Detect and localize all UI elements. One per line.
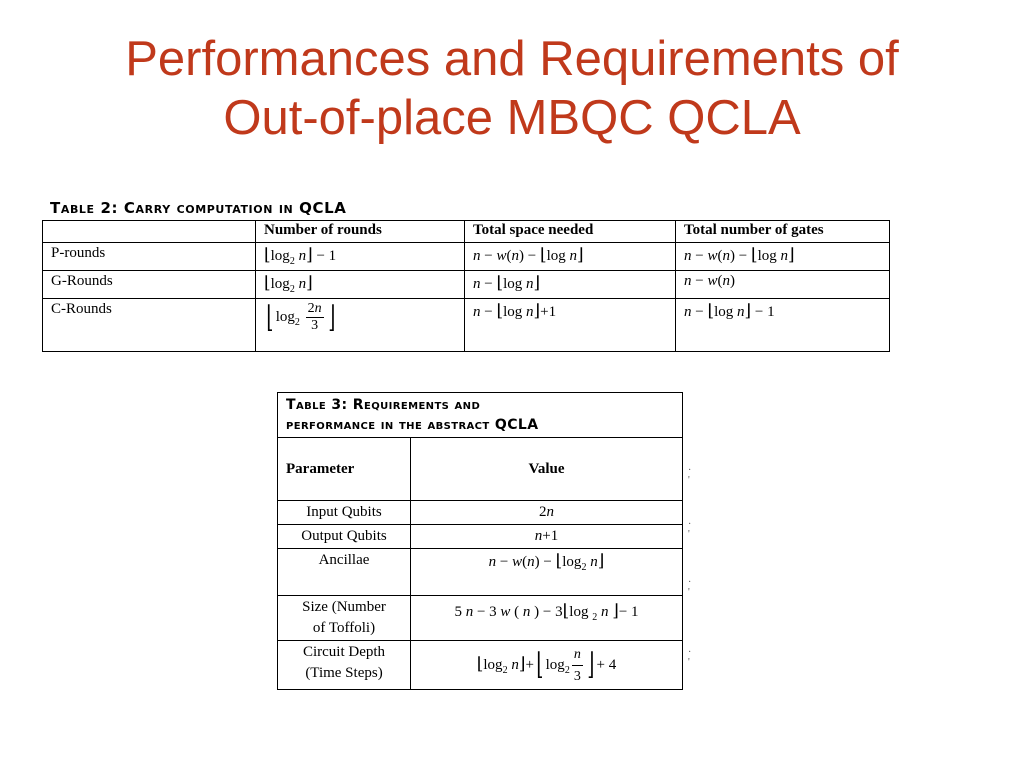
table3-param: Ancillae <box>278 549 411 596</box>
table3-header-row <box>278 438 683 501</box>
table-row <box>278 549 683 596</box>
table3-header-parameter: Parameter <box>278 438 411 501</box>
table2-cell-gates: n − w(n) − ⌊log n⌋ <box>676 243 890 271</box>
table3-param-line-1: Size (Number <box>302 599 386 615</box>
slide-title-line-1: Performances and Requirements of <box>125 32 899 86</box>
table3-caption-line-2: performance in the abstract QCLA <box>286 417 539 433</box>
table-row <box>278 641 683 690</box>
table3-caption <box>278 393 683 438</box>
table3-param-line-2: (Time Steps) <box>305 665 383 681</box>
table2-header-space: Total space needed <box>465 221 676 243</box>
table2-cell-rounds: ⌊ $\log_2$ $\frac{2n}{3}$ ⌋ <box>256 299 465 352</box>
table3-value: n+1 <box>411 525 683 549</box>
table2-cell-gates: n − ⌊log n⌋ − 1 <box>676 299 890 352</box>
table-row <box>278 596 683 641</box>
table3-value: $⌊\log_2$ n⌋+⌊ $\log_2$ $\frac{n}{3}$ ⌋ + 4 <box>411 641 683 690</box>
table3-requirements <box>277 392 683 690</box>
margin-mark: · ' <box>688 465 692 486</box>
slide-title-line-2: Out-of-place MBQC QCLA <box>223 91 801 145</box>
table3-value: 5 n − 3 w ( n ) − 3⌊log $_2$ n ⌋− 1 <box>411 596 683 641</box>
table2-carry-computation <box>42 220 890 352</box>
table2-cell-gates: n − w(n) <box>676 271 890 299</box>
table3-param-line-2: of Toffoli) <box>312 620 376 636</box>
table2-cell-rounds: $⌊\log_2$ n⌋ − 1 <box>256 243 465 271</box>
table2-cell-space: n − ⌊log n⌋ <box>465 271 676 299</box>
table2-row-label: C-Rounds <box>43 299 256 352</box>
table2-header-gates: Total number of gates <box>676 221 890 243</box>
margin-mark: · ' <box>688 647 692 668</box>
table2-cell-space: n − ⌊log n⌋+1 <box>465 299 676 352</box>
table3-param <box>278 596 411 641</box>
table3-value: $n - w(n) - ⌊\log_2$ n⌋ <box>411 549 683 596</box>
table2-row-label: G-Rounds <box>43 271 256 299</box>
table-row <box>43 271 890 299</box>
table3-param: Input Qubits <box>278 501 411 525</box>
table-row <box>278 501 683 525</box>
table3-param <box>278 641 411 690</box>
table3-value: 2n <box>411 501 683 525</box>
table3-caption-line-1: Table 3: Requirements and <box>286 397 481 413</box>
slide-title <box>0 30 1024 148</box>
table2-header-rounds: Number of rounds <box>256 221 465 243</box>
table3-caption-row <box>278 393 683 438</box>
margin-mark: · ' <box>688 519 692 540</box>
margin-mark: · ' <box>688 577 692 598</box>
table3-header-value: Value <box>411 438 683 501</box>
table3-param-line-1: Circuit Depth <box>302 644 386 660</box>
table-row <box>43 299 890 352</box>
table-row <box>43 243 890 271</box>
table2-header-empty <box>43 221 256 243</box>
table2-cell-rounds: $⌊\log_2$ n⌋ <box>256 271 465 299</box>
table2-caption: Table 2: Carry computation in QCLA <box>50 199 347 217</box>
table2-header-row <box>43 221 890 243</box>
table2-row-label: P-rounds <box>43 243 256 271</box>
table3-param: Output Qubits <box>278 525 411 549</box>
table-row <box>278 525 683 549</box>
table2-cell-space: n − w(n) − ⌊log n⌋ <box>465 243 676 271</box>
